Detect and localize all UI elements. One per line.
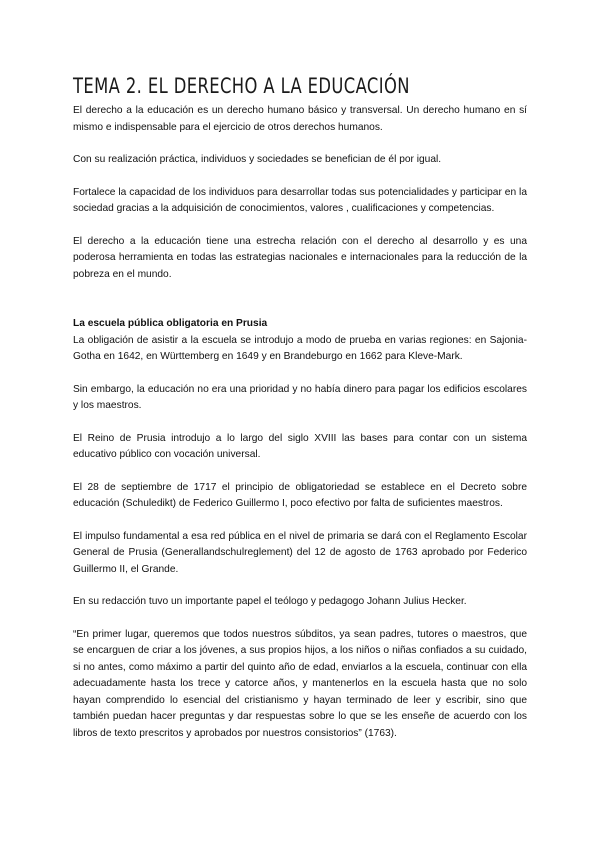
section-paragraph: El impulso fundamental a esa red pública en el nivel de primaria se dará con el Reglamento Escolar General de Prusia (Generallandschulreglement) del 12 de agosto de 1763 aprobado por Federico Guillermo II, el Grande.: [73, 530, 527, 575]
section-paragraph: Sin embargo, la educación no era una prioridad y no había dinero para pagar los edificios escolares y los maestros.: [73, 383, 527, 411]
intro-paragraph: El derecho a la educación es un derecho humano básico y transversal. Un derecho humano en sí mismo e indispensable para el ejercicio de otros derechos humanos.: [73, 105, 527, 133]
document-body: [73, 103, 527, 742]
intro-paragraph: Con su realización práctica, individuos y sociedades se benefician de él por igual.: [73, 154, 442, 165]
section-paragraph: La obligación de asistir a la escuela se introdujo a modo de prueba en varias regiones: en Sajonia-Gotha en 1642, en Württemberg en 1649 y en Brandeburgo en 1662 para Kleve-Mark.: [73, 334, 527, 362]
intro-paragraph: El derecho a la educación tiene una estrecha relación con el derecho al desarrollo y es una poderosa herramienta en todas las estrategias nacionales e internacionales para la reducción de la pobreza en el mundo.: [73, 235, 527, 280]
section-paragraph: El 28 de septiembre de 1717 el principio de obligatoriedad se establece en el Decreto sobre educación (Schuledikt) de Federico Guillermo I, poco efectivo por falta de suficientes maestros.: [73, 481, 527, 509]
intro-paragraph: Fortalece la capacidad de los individuos para desarrollar todas sus potencialidades y participar en la sociedad gracias a la adquisición de conocimientos, valores , cualificaciones y competencias.: [73, 186, 527, 214]
quote-paragraph: “En primer lugar, queremos que todos nuestros súbditos, ya sean padres, tutores o maestros, que se encarguen de criar a los jóvenes, a sus propios hijos, a los niños o niñas confiados a su cuidado, si no antes, como máximo a partir del quinto año de edad, enviarlos a la escuela, continuar con ella adecuadamente hasta los trece y catorce años, y mantenerlos en la escuela hasta que no solo hayan comprendido lo esencial del cristianismo y hayan terminado de leer y escribir, sino que también puedan hacer preguntas y dar respuestas sobre lo que se les enseñe de acuerdo con los libros de texto prescritos y aprobados por nuestros consistorios” (1763).: [73, 628, 527, 739]
section-paragraph: El Reino de Prusia introdujo a lo largo del siglo XVIII las bases para contar con un sistema educativo público con vocación universal.: [73, 432, 527, 460]
section-heading: La escuela pública obligatoria en Prusia: [73, 318, 268, 329]
section-paragraph: En su redacción tuvo un importante papel el teólogo y pedagogo Johann Julius Hecker.: [73, 596, 467, 607]
page-title: TEMA 2. EL DERECHO A LA EDUCACIÓN: [73, 74, 410, 98]
